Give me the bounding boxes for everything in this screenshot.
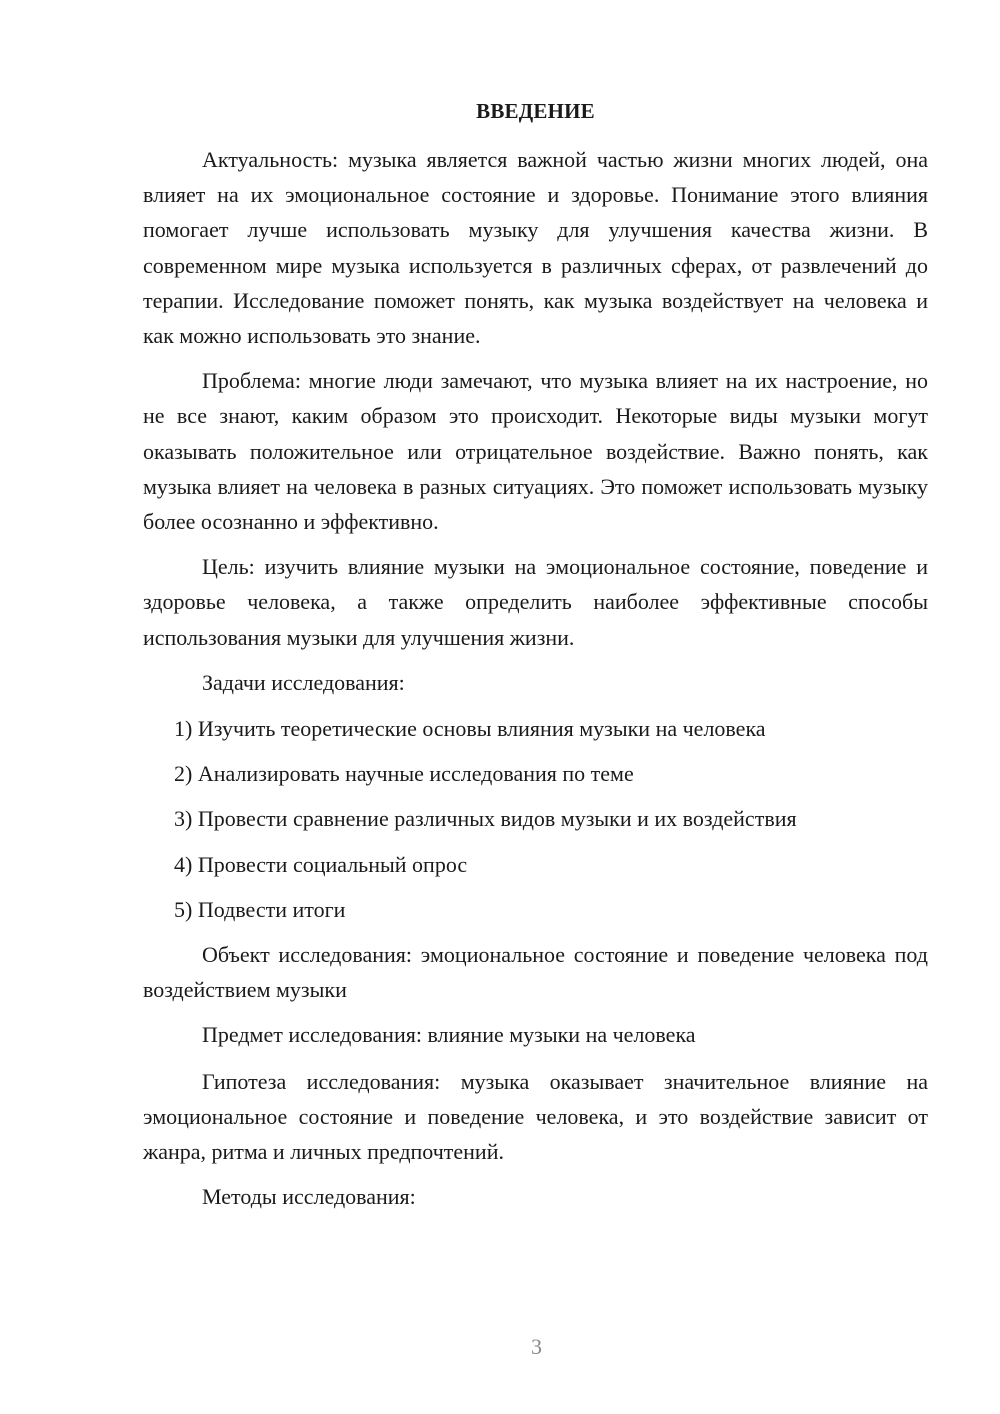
list-item: 1) Изучить теоретические основы влияния музыки на человека <box>174 716 766 742</box>
page-number: 3 <box>531 1334 542 1359</box>
paragraph-relevance: Актуальность: музыка является важной частью жизни многих людей, она влияет на их эмоциональное состояние и здоровье. Понимание этого влияния помогает лучше использовать музыку для улучшения качества жизни. В современном мире музыка используется в различных сферах, от развлечений до терапии. Исследование поможет понять, как музыка воздействует на человека и как можно использовать это знание. <box>143 147 928 349</box>
tasks-list <box>143 711 928 927</box>
paragraph-methods-heading: Методы исследования: <box>202 1184 416 1210</box>
list-item: 5) Подвести итоги <box>174 896 346 922</box>
paragraph-object: Объект исследования: эмоциональное состояние и поведение человека под воздействием музыки <box>143 942 928 1003</box>
document-page <box>143 96 928 1225</box>
paragraph-goal: Цель: изучить влияние музыки на эмоциональное состояние, поведение и здоровье человека, а также определить наиболее эффективные способы использования музыки для улучшения жизни. <box>143 554 928 650</box>
list-item: 3) Провести сравнение различных видов музыки и их воздействия <box>174 806 797 832</box>
list-item: 2) Анализировать научные исследования по теме <box>174 761 634 787</box>
paragraph-tasks-heading: Задачи исследования: <box>202 669 405 695</box>
section-title: ВВЕДЕНИЕ <box>476 99 595 123</box>
paragraph-subject: Предмет исследования: влияние музыки на человека <box>202 1022 696 1048</box>
paragraph-problem: Проблема: многие люди замечают, что музыка влияет на их настроение, но не все знают, каким образом это происходит. Некоторые виды музыки могут оказывать положительное или отрицательное воздействие. Важно понять, как музыка влияет на человека в разных ситуациях. Это поможет использовать музыку более осознанно и эффективно. <box>143 368 928 535</box>
paragraph-hypothesis: Гипотеза исследования: музыка оказывает значительное влияние на эмоциональное состояние и поведение человека, и это воздействие зависит от жанра, ритма и личных предпочтений. <box>143 1068 928 1165</box>
list-item: 4) Провести социальный опрос <box>174 851 468 877</box>
